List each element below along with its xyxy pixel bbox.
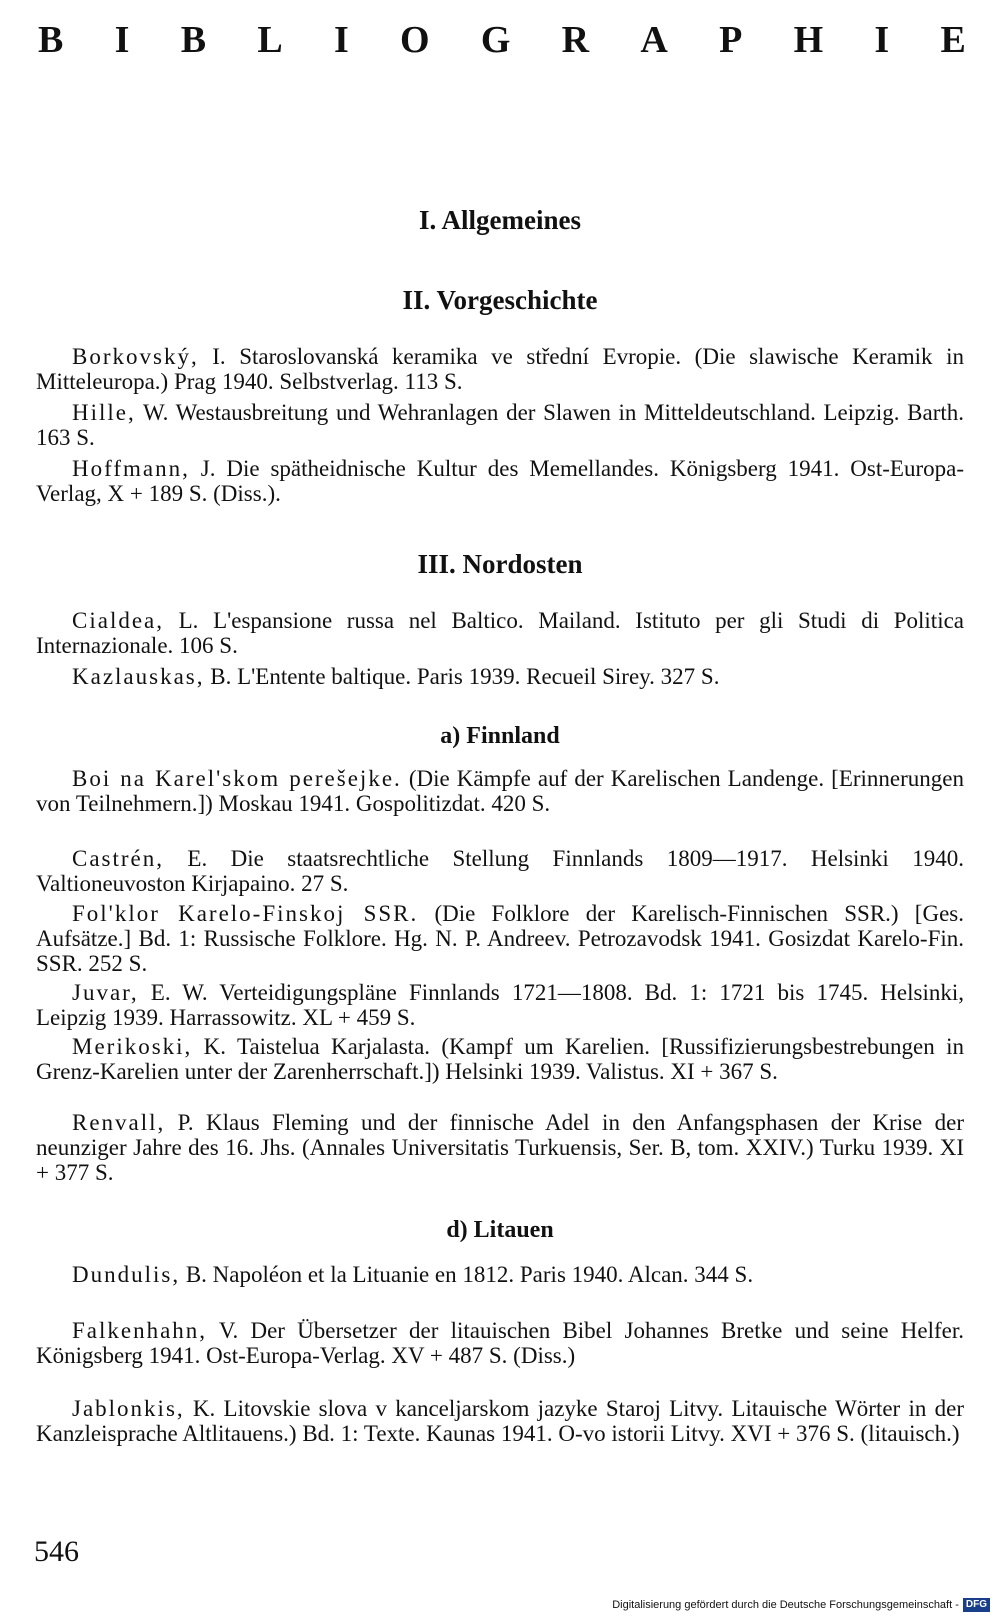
entry-text: L. L'espansione russa nel Baltico. Mailand. Istituto per gli Studi di Politica Internazionale. 106 S. bbox=[36, 608, 964, 658]
running-head-letter: P bbox=[719, 19, 743, 61]
bib-entry-folklor bbox=[36, 901, 964, 976]
bib-entry-dundulis bbox=[36, 1262, 964, 1287]
running-head-letter: I bbox=[874, 19, 890, 61]
bib-entry-juvar bbox=[36, 980, 964, 1030]
entry-text: E. Die staatsrechtliche Stellung Finnlands 1809—1917. Helsinki 1940. Valtioneuvoston Kirjapaino. 27 S. bbox=[36, 846, 964, 896]
entry-author: Boi na Karel'skom perešejke. bbox=[72, 766, 402, 791]
entry-text: B. L'Entente baltique. Paris 1939. Recueil Sirey. 327 S. bbox=[204, 664, 720, 689]
entry-author: Fol'klor Karelo-Finskoj SSR. bbox=[72, 901, 419, 926]
entry-text: (Die Kämpfe auf der Karelischen Landenge. [Erinnerungen von Teilnehmern.]) Moskau 1941. Gospolitizdat. 420 S. bbox=[36, 766, 964, 816]
entry-text: W. Westausbreitung und Wehranlagen der Slawen in Mitteldeutschland. Leipzig. Barth. 163 S. bbox=[36, 400, 964, 450]
running-head-letter: G bbox=[480, 19, 511, 61]
entry-author: Kazlauskas, bbox=[72, 664, 205, 689]
running-head-letter: H bbox=[793, 19, 824, 61]
entry-author: Juvar, bbox=[72, 980, 139, 1005]
bib-entry-kazlauskas bbox=[36, 664, 964, 689]
running-head-letter: I bbox=[333, 19, 349, 61]
subsection-heading-finnland: a) Finnland bbox=[440, 723, 560, 749]
bib-entry-boi bbox=[36, 766, 964, 816]
entry-author: Merikoski, bbox=[72, 1034, 193, 1059]
dfg-logo-icon: DFG bbox=[963, 1598, 990, 1612]
bib-entry-falkenhahn bbox=[36, 1318, 964, 1368]
entry-text: E. W. Verteidigungspläne Finnlands 1721—1808. Bd. 1: 1721 bis 1745. Helsinki, Leipzig 1939. Harrassowitz. XL + 459 S. bbox=[36, 980, 964, 1030]
entry-author: Cialdea, bbox=[72, 608, 164, 633]
running-head-letter: L bbox=[257, 19, 283, 61]
section-heading-allgemeines: I. Allgemeines bbox=[419, 205, 581, 235]
entry-text: K. Taistelua Karjalasta. (Kampf um Karelien. [Russifizierungsbestrebungen in Grenz-Karelien unter der Zarenherrschaft.]) Helsinki 1939. Valistus. XI + 367 S. bbox=[36, 1034, 964, 1084]
entry-text: K. Litovskie slova v kanceljarskom jazyke Staroj Litvy. Litauische Wörter in der Kanzleisprache Altlitauens.) Bd. 1: Texte. Kaunas 1941. O-vo istorii Litvy. XVI + 376 S. (litauisch.) bbox=[36, 1396, 964, 1446]
footer-text: Digitalisierung gefördert durch die Deutsche Forschungsgemeinschaft - bbox=[612, 1599, 959, 1611]
section-heading-vorgeschichte: II. Vorgeschichte bbox=[402, 285, 598, 315]
running-head-letter: I bbox=[114, 19, 130, 61]
running-head-letter: E bbox=[940, 19, 966, 61]
section-heading-nordosten: III. Nordosten bbox=[417, 549, 583, 579]
bib-entry-renvall bbox=[36, 1110, 964, 1185]
bib-entry-merikoski bbox=[36, 1034, 964, 1084]
bib-entry-jablonkis bbox=[36, 1396, 964, 1446]
bib-entry-hoffmann bbox=[36, 456, 964, 506]
entry-author: Jablonkis, bbox=[72, 1396, 185, 1421]
bib-entry-castren bbox=[36, 846, 964, 896]
running-head-letter: R bbox=[561, 19, 590, 61]
running-head-letter: B bbox=[38, 19, 64, 61]
entry-author: Dundulis, bbox=[72, 1262, 181, 1287]
bib-entry-borkovsky bbox=[36, 344, 964, 394]
bib-entry-cialdea bbox=[36, 608, 964, 658]
entry-author: Castrén, bbox=[72, 846, 165, 871]
running-head-letter: O bbox=[400, 19, 430, 61]
page-number: 546 bbox=[34, 1535, 79, 1568]
digitization-footer bbox=[612, 1598, 990, 1612]
entry-author: Falkenhahn, bbox=[72, 1318, 208, 1343]
entry-author: Renvall, bbox=[72, 1110, 166, 1135]
entry-author: Hoffmann, bbox=[72, 456, 190, 481]
bib-entry-hille bbox=[36, 400, 964, 450]
entry-author: Borkovský, bbox=[72, 344, 199, 369]
entry-text: (Die Folklore der Karelisch-Finnischen SSR.) [Ges. Aufsätze.] Bd. 1: Russische Folklore. Hg. N. P. Andreev. Petrozavodsk 1941. Gosizdat Karelo-Fin. SSR. 252 S. bbox=[36, 901, 964, 976]
running-head-letter: B bbox=[180, 19, 207, 61]
entry-text: J. Die spätheidnische Kultur des Memellandes. Königsberg 1941. Ost-Europa-Verlag, X + 189 S. (Diss.). bbox=[36, 456, 964, 506]
entry-text: P. Klaus Fleming und der finnische Adel in den Anfangsphasen der Krise der neunziger Jahre des 16. Jhs. (Annales Universitatis Turkuensis, Ser. B, tom. XXIV.) Turku 1939. XI + 377 S. bbox=[36, 1110, 964, 1185]
subsection-heading-litauen: d) Litauen bbox=[446, 1217, 554, 1243]
running-head bbox=[38, 18, 966, 62]
running-head-letter: A bbox=[640, 19, 668, 61]
entry-text: B. Napoléon et la Lituanie en 1812. Paris 1940. Alcan. 344 S. bbox=[180, 1262, 754, 1287]
entry-text: I. Staroslovanská keramika ve střední Evropie. (Die slawische Keramik in Mitteleuropa.) Prag 1940. Selbstverlag. 113 S. bbox=[36, 344, 964, 394]
entry-text: V. Der Übersetzer der litauischen Bibel Johannes Bretke und seine Helfer. Königsberg 1941. Ost-Europa-Verlag. XV + 487 S. (Diss.) bbox=[36, 1318, 964, 1368]
entry-author: Hille, bbox=[72, 400, 136, 425]
